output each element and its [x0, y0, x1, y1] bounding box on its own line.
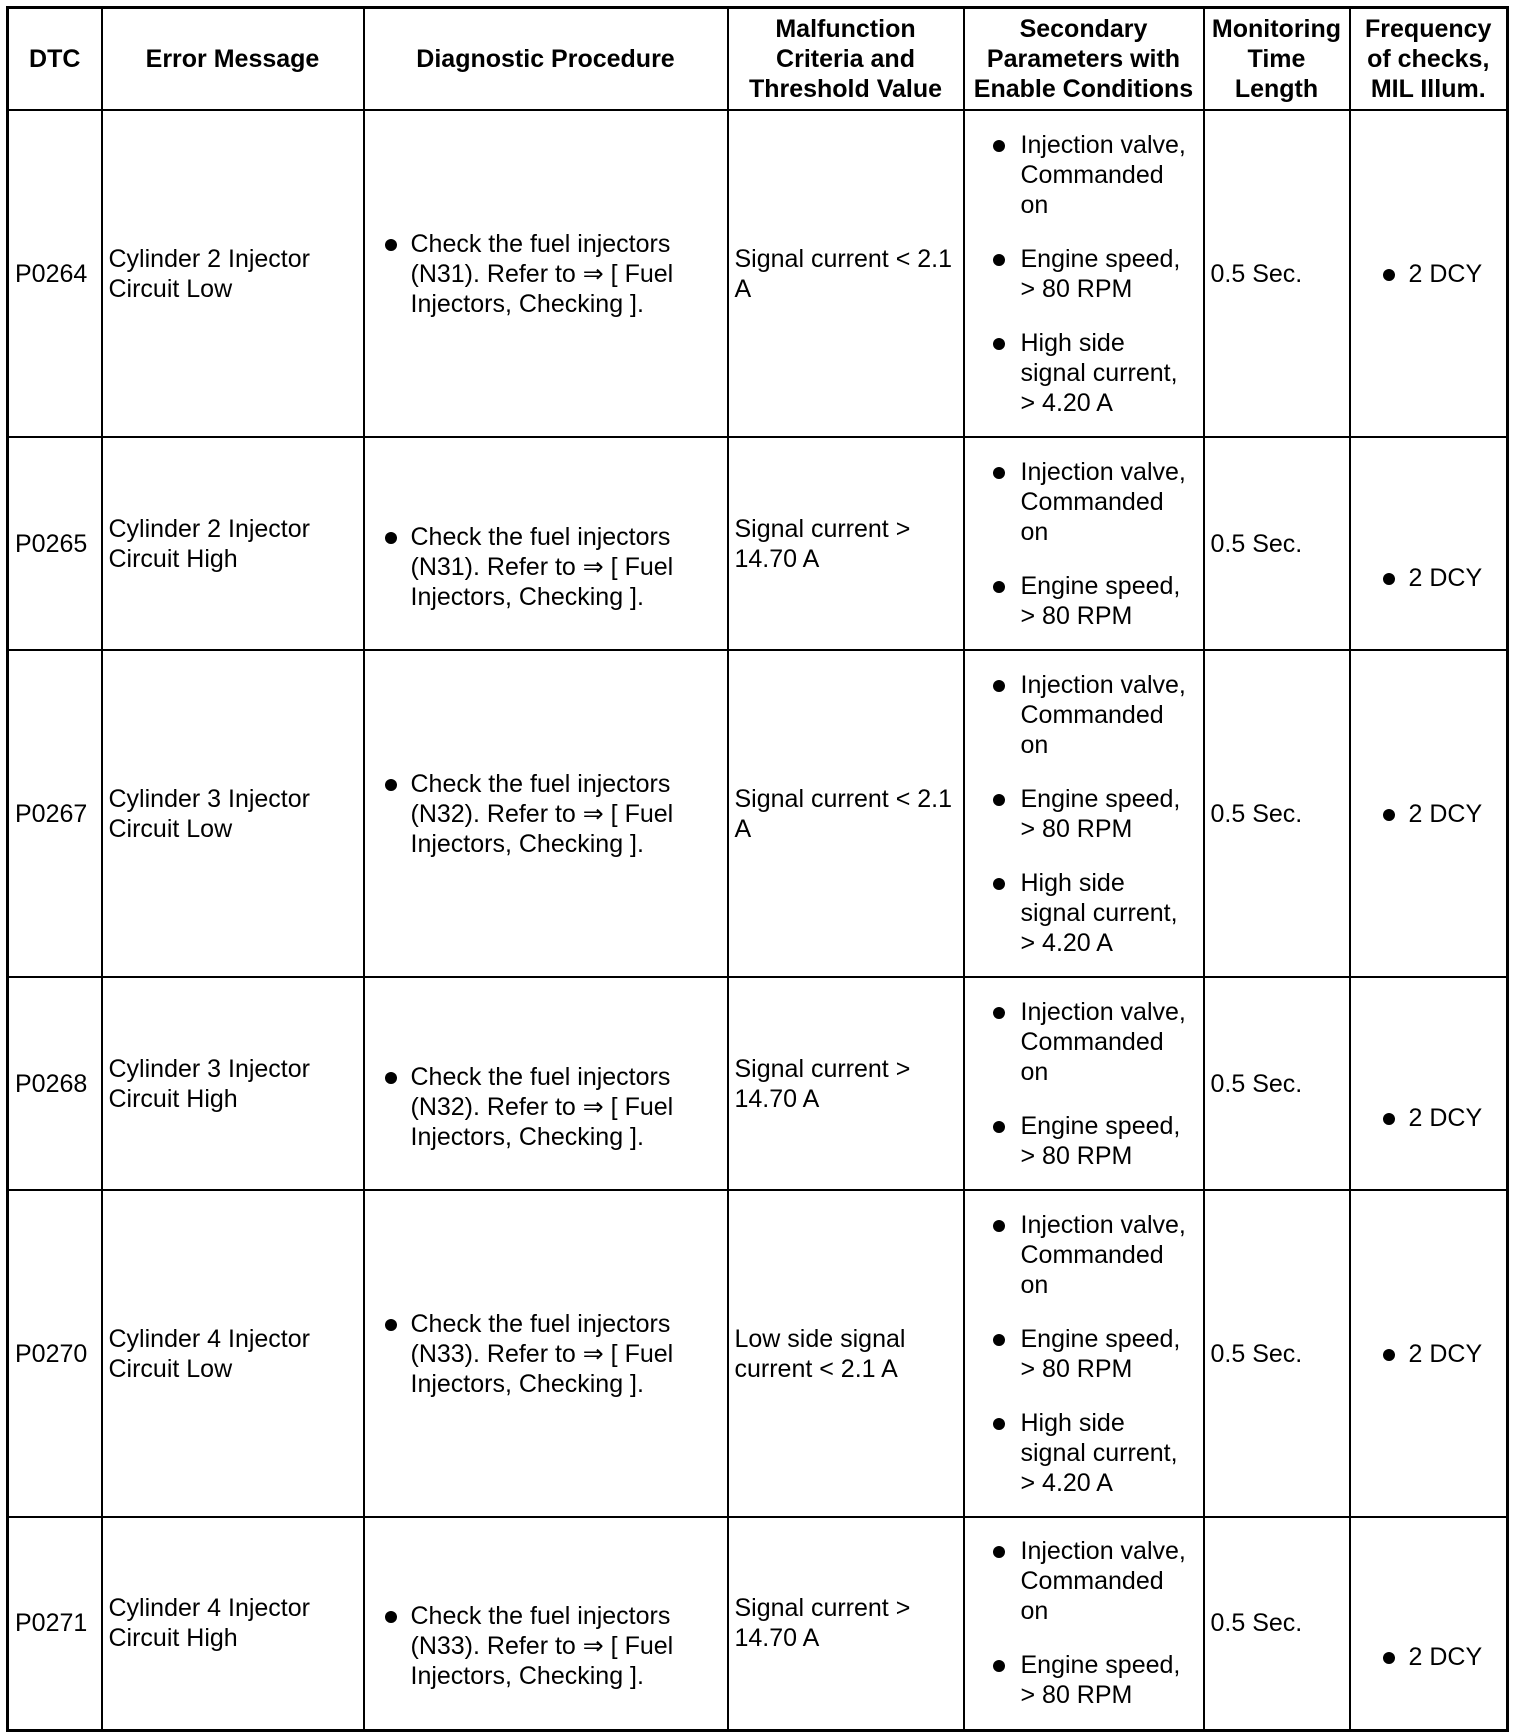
secondary-parameters [964, 977, 1204, 1190]
diagnostic-procedure [364, 110, 728, 437]
malfunction-criteria: Signal current < 2.1 A [728, 650, 964, 977]
frequency-cell [1350, 977, 1508, 1190]
header-frequency: Frequency of checks, MIL Illum. [1350, 8, 1508, 111]
malfunction-criteria: Signal current < 2.1 A [728, 110, 964, 437]
secondary-item: High side signal current, > 4.20 A [971, 328, 1197, 418]
secondary-item: High side signal current, > 4.20 A [971, 868, 1197, 958]
table-row [8, 437, 1508, 650]
frequency-cell [1350, 650, 1508, 977]
secondary-item: Injection valve, Commanded on [971, 997, 1197, 1087]
secondary-item: Engine speed, > 80 RPM [971, 244, 1197, 304]
dtc-code: P0265 [8, 437, 102, 650]
frequency-cell [1350, 1190, 1508, 1517]
dtc-code: P0270 [8, 1190, 102, 1517]
secondary-item: Engine speed, > 80 RPM [971, 571, 1197, 631]
secondary-item: Injection valve, Commanded on [971, 1210, 1197, 1300]
header-diagnostic-procedure: Diagnostic Procedure [364, 8, 728, 111]
malfunction-criteria: Low side signal current < 2.1 A [728, 1190, 964, 1517]
secondary-item: Injection valve, Commanded on [971, 1536, 1197, 1626]
secondary-item: Engine speed, > 80 RPM [971, 784, 1197, 844]
procedure-text: Check the fuel injectors (N32). Refer to ⇒ [ Fuel Injectors, Checking ]. [371, 1062, 721, 1152]
malfunction-criteria: Signal current > 14.70 A [728, 1517, 964, 1730]
monitoring-time: 0.5 Sec. [1204, 437, 1350, 650]
table-row [8, 110, 1508, 437]
header-malfunction-criteria: Malfunction Criteria and Threshold Value [728, 8, 964, 111]
frequency-value: 2 DCY [1357, 799, 1501, 829]
secondary-parameters [964, 650, 1204, 977]
diagnostic-procedure [364, 437, 728, 650]
dtc-code: P0268 [8, 977, 102, 1190]
monitoring-time: 0.5 Sec. [1204, 110, 1350, 437]
header-secondary-parameters: Secondary Parameters with Enable Conditions [964, 8, 1204, 111]
procedure-text: Check the fuel injectors (N32). Refer to ⇒ [ Fuel Injectors, Checking ]. [371, 769, 721, 859]
header-monitoring-time: Monitoring Time Length [1204, 8, 1350, 111]
monitoring-time: 0.5 Sec. [1204, 977, 1350, 1190]
dtc-code: P0267 [8, 650, 102, 977]
frequency-cell [1350, 1517, 1508, 1730]
dtc-code: P0264 [8, 110, 102, 437]
monitoring-time: 0.5 Sec. [1204, 1517, 1350, 1730]
malfunction-criteria: Signal current > 14.70 A [728, 437, 964, 650]
dtc-code: P0271 [8, 1517, 102, 1730]
procedure-text: Check the fuel injectors (N33). Refer to ⇒ [ Fuel Injectors, Checking ]. [371, 1601, 721, 1691]
monitoring-time: 0.5 Sec. [1204, 1190, 1350, 1517]
frequency-value: 2 DCY [1357, 1339, 1501, 1369]
error-message: Cylinder 3 Injector Circuit Low [102, 650, 364, 977]
procedure-text: Check the fuel injectors (N33). Refer to ⇒ [ Fuel Injectors, Checking ]. [371, 1309, 721, 1399]
secondary-item: Injection valve, Commanded on [971, 457, 1197, 547]
header-row [8, 8, 1508, 111]
secondary-item: Engine speed, > 80 RPM [971, 1111, 1197, 1171]
secondary-parameters [964, 1517, 1204, 1730]
table-row [8, 650, 1508, 977]
table-row [8, 1190, 1508, 1517]
dtc-table [6, 6, 1509, 1732]
secondary-parameters [964, 437, 1204, 650]
frequency-value: 2 DCY [1357, 259, 1501, 289]
monitoring-time: 0.5 Sec. [1204, 650, 1350, 977]
frequency-value: 2 DCY [1357, 1103, 1501, 1133]
secondary-item: High side signal current, > 4.20 A [971, 1408, 1197, 1498]
secondary-item: Injection valve, Commanded on [971, 670, 1197, 760]
error-message: Cylinder 2 Injector Circuit Low [102, 110, 364, 437]
secondary-parameters [964, 1190, 1204, 1517]
error-message: Cylinder 2 Injector Circuit High [102, 437, 364, 650]
error-message: Cylinder 4 Injector Circuit Low [102, 1190, 364, 1517]
table-row [8, 1517, 1508, 1730]
error-message: Cylinder 4 Injector Circuit High [102, 1517, 364, 1730]
procedure-text: Check the fuel injectors (N31). Refer to ⇒ [ Fuel Injectors, Checking ]. [371, 522, 721, 612]
diagnostic-procedure [364, 650, 728, 977]
procedure-text: Check the fuel injectors (N31). Refer to ⇒ [ Fuel Injectors, Checking ]. [371, 229, 721, 319]
error-message: Cylinder 3 Injector Circuit High [102, 977, 364, 1190]
header-dtc: DTC [8, 8, 102, 111]
frequency-value: 2 DCY [1357, 563, 1501, 593]
secondary-item: Injection valve, Commanded on [971, 130, 1197, 220]
frequency-value: 2 DCY [1357, 1642, 1501, 1672]
secondary-parameters [964, 110, 1204, 437]
table-header [8, 8, 1508, 111]
malfunction-criteria: Signal current > 14.70 A [728, 977, 964, 1190]
secondary-item: Engine speed, > 80 RPM [971, 1324, 1197, 1384]
diagnostic-procedure [364, 977, 728, 1190]
secondary-item: Engine speed, > 80 RPM [971, 1650, 1197, 1710]
table-row [8, 977, 1508, 1190]
diagnostic-procedure [364, 1190, 728, 1517]
frequency-cell [1350, 110, 1508, 437]
header-error-message: Error Message [102, 8, 364, 111]
diagnostic-procedure [364, 1517, 728, 1730]
frequency-cell [1350, 437, 1508, 650]
